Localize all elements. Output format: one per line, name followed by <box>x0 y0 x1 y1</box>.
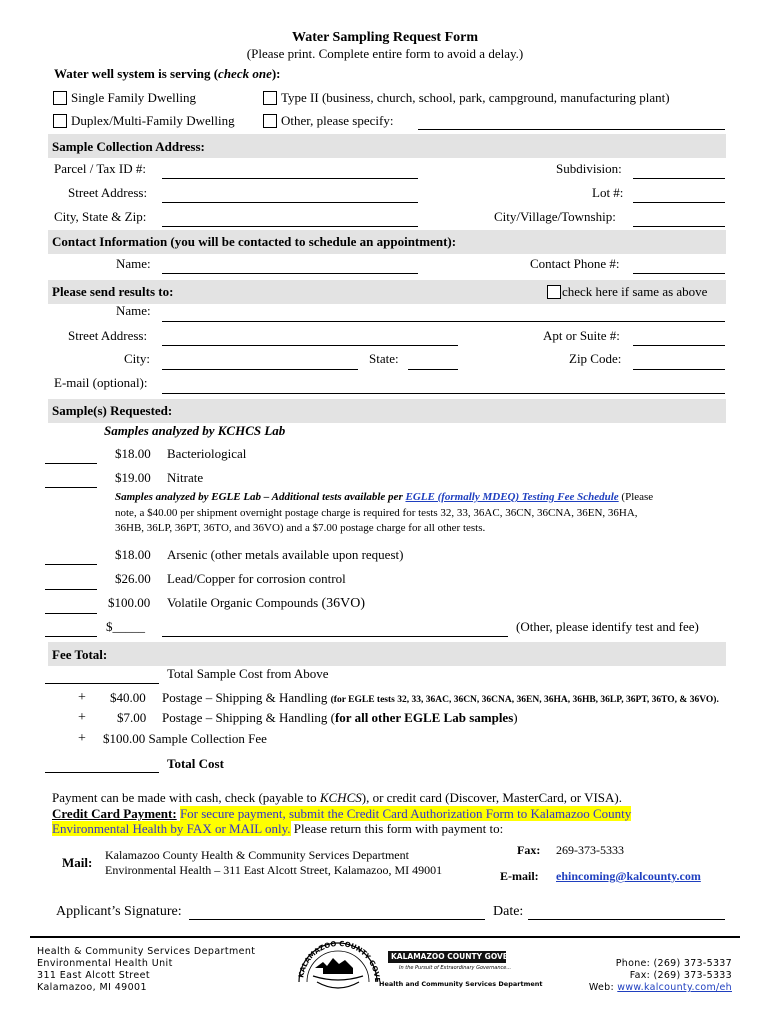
postage40-detail: (for EGLE tests 32, 33, 36AC, 36CN, 36CNA, 36EN, 36HA, 36HB, 36LP, 36PT, 36TO, & 36VO). <box>330 695 719 705</box>
other-price: $_____ <box>106 619 145 634</box>
results-city-field[interactable] <box>162 369 358 370</box>
subdivision-label: Subdivision: <box>556 161 622 176</box>
fee-header: Fee Total: <box>52 647 108 662</box>
form-title: Water Sampling Request Form <box>291 30 478 45</box>
other-qty-field[interactable] <box>45 636 97 637</box>
total-cost-label: Total Cost <box>167 756 224 771</box>
lot-field[interactable] <box>633 202 725 203</box>
plus-sign-3: + <box>78 731 86 746</box>
egle-note-line1 <box>115 491 653 503</box>
egle-note-line3: 36HB, 36LP, 36PT, 36TO, and 36VO) and a $7.00 postage charge for all other tests. <box>115 522 486 534</box>
results-apt-label: Apt or Suite #: <box>543 328 620 343</box>
postage40-label <box>162 690 719 706</box>
collection-fee: $100.00 Sample Collection Fee <box>103 731 267 746</box>
voc-price: $100.00 <box>108 595 151 610</box>
payment-text-a: Payment can be made with cash, check (payable to <box>52 790 320 805</box>
payment-line1 <box>52 790 622 806</box>
lot-label: Lot #: <box>592 185 624 200</box>
date-field[interactable] <box>528 919 725 920</box>
payment-text-c: ), or credit card (Discover, MasterCard, or VISA). <box>361 790 622 805</box>
county-seal-logo <box>293 938 383 998</box>
city-state-zip-field[interactable] <box>162 226 418 227</box>
footer-web-link[interactable]: www.kalcounty.com/eh <box>617 982 732 993</box>
single-family-label: Single Family Dwelling <box>71 90 196 105</box>
total-sample-field[interactable] <box>45 683 159 684</box>
bacteriological-label: Bacteriological <box>167 446 247 461</box>
other-label: Other, please specify: <box>281 113 394 128</box>
mail-line2: Environmental Health – 311 East Alcott Street, Kalamazoo, MI 49001 <box>105 863 443 877</box>
arsenic-qty-field[interactable] <box>45 564 97 565</box>
duplex-checkbox[interactable] <box>53 114 67 128</box>
credit-card-label: Credit Card Payment: <box>52 806 177 821</box>
contact-name-field[interactable] <box>162 273 418 274</box>
nitrate-label: Nitrate <box>167 470 204 485</box>
type-ii-checkbox[interactable] <box>263 91 277 105</box>
results-street-field[interactable] <box>162 345 458 346</box>
duplex-label: Duplex/Multi-Family Dwelling <box>71 113 235 128</box>
township-label: City/Village/Township: <box>494 209 616 224</box>
serving-question <box>54 66 281 82</box>
egle-note-line2: note, a $40.00 per shipment overnight postage charge is required for tests 32, 33, 36AC, 36CN, 36CNA, 36EN, 36HA, <box>115 507 638 519</box>
voc-code: (36VO) <box>321 596 365 611</box>
postage7-close: ) <box>513 710 518 725</box>
svg-text:KALAMAZOO COUNTY GOVERNMENT: KALAMAZOO COUNTY GOVE <box>297 939 382 983</box>
street-field[interactable] <box>162 202 418 203</box>
bacteriological-qty-field[interactable] <box>45 463 97 464</box>
footer-city: Kalamazoo, MI 49001 <box>37 982 147 993</box>
results-email-label: E-mail (optional): <box>54 375 148 390</box>
results-header: Please send results to: <box>52 284 174 299</box>
parcel-field[interactable] <box>162 178 418 179</box>
results-state-label: State: <box>369 351 399 366</box>
same-as-above-checkbox[interactable] <box>547 285 561 299</box>
postage40-text: Postage – Shipping & Handling <box>162 690 331 705</box>
township-field[interactable] <box>633 226 725 227</box>
single-family-checkbox[interactable] <box>53 91 67 105</box>
postage7-text: Postage – Shipping & Handling ( <box>162 710 335 725</box>
total-sample-label: Total Sample Cost from Above <box>167 666 329 681</box>
government-tagline: In the Pursuit of Extraordinary Governance... <box>399 965 512 971</box>
footer-dept: Health & Community Services Department <box>37 946 256 957</box>
credit-card-note-rest: Please return this form with payment to: <box>290 821 504 836</box>
results-state-field[interactable] <box>408 369 458 370</box>
serving-suffix: ): <box>271 66 281 81</box>
contact-phone-field[interactable] <box>633 273 725 274</box>
contact-name-label: Name: <box>116 256 151 271</box>
street-label: Street Address: <box>68 185 148 200</box>
email-link[interactable]: ehincoming@kalcounty.com <box>556 869 701 883</box>
nitrate-price: $19.00 <box>115 470 151 485</box>
collection-header: Sample Collection Address: <box>52 139 205 154</box>
form-subtitle: (Please print. Complete entire form to avoid a delay.) <box>246 46 524 61</box>
results-email-field[interactable] <box>162 393 725 394</box>
serving-prefix: Water well system is serving ( <box>54 66 219 81</box>
type-ii-label: Type II (business, church, school, park, campground, manufacturing plant) <box>281 90 670 105</box>
postage7-price: $7.00 <box>117 710 147 725</box>
footer-web-label: Web: <box>588 982 618 993</box>
email-label: E-mail: <box>500 869 539 883</box>
credit-card-note-1: For secure payment, submit the Credit Card Authorization Form to Kalamazoo County <box>179 806 632 821</box>
plus-sign-1: + <box>78 690 86 705</box>
results-street-label: Street Address: <box>68 328 148 343</box>
footer-rule <box>30 936 740 938</box>
fax-number: 269-373-5333 <box>556 843 624 857</box>
lead-price: $26.00 <box>115 571 151 586</box>
nitrate-qty-field[interactable] <box>45 487 97 488</box>
lead-label: Lead/Copper for corrosion control <box>167 571 346 586</box>
payment-line2 <box>52 806 631 822</box>
voc-qty-field[interactable] <box>45 613 97 614</box>
postage7-label <box>162 710 518 726</box>
mail-line1: Kalamazoo County Health & Community Services Department <box>105 848 409 862</box>
parcel-label: Parcel / Tax ID #: <box>54 161 146 176</box>
credit-card-note-2: Environmental Health by FAX or MAIL only. <box>52 821 291 836</box>
results-name-field[interactable] <box>162 321 725 322</box>
payment-payee: KCHCS <box>319 790 362 805</box>
bacteriological-price: $18.00 <box>115 446 151 461</box>
payment-line3 <box>52 821 503 837</box>
total-cost-field[interactable] <box>45 772 159 773</box>
other-checkbox[interactable] <box>263 114 277 128</box>
subdivision-field[interactable] <box>633 178 725 179</box>
voc-name: Volatile Organic Compounds <box>167 595 319 610</box>
government-banner-text: KALAMAZOO COUNTY GOVERNMENT <box>391 952 544 961</box>
fax-label: Fax: <box>517 843 541 857</box>
footer-web <box>589 982 732 993</box>
kchcs-heading: Samples analyzed by KCHCS Lab <box>104 423 286 438</box>
footer-phone: Phone: (269) 373-5337 <box>615 958 732 969</box>
other-test-label: (Other, please identify test and fee) <box>516 619 699 634</box>
postage7-detail: for all other EGLE Lab samples <box>334 710 514 725</box>
signature-field[interactable] <box>189 919 485 920</box>
results-city-label: City: <box>124 351 151 366</box>
footer-unit: Environmental Health Unit <box>37 958 173 969</box>
lead-qty-field[interactable] <box>45 589 97 590</box>
egle-note-1: (Please <box>618 491 654 503</box>
arsenic-label: Arsenic (other metals available upon request) <box>167 547 404 562</box>
contact-phone-label: Contact Phone #: <box>530 256 620 271</box>
mail-label: Mail: <box>62 855 93 870</box>
footer-fax: Fax: (269) 373-5333 <box>629 970 732 981</box>
city-state-zip-label: City, State & Zip: <box>54 209 147 224</box>
results-zip-field[interactable] <box>633 369 725 370</box>
egle-fee-schedule-link[interactable]: EGLE (formally MDEQ) Testing Fee Schedule <box>405 491 619 503</box>
egle-intro: Samples analyzed by EGLE Lab – Additional tests available per <box>115 491 406 503</box>
arsenic-price: $18.00 <box>115 547 151 562</box>
voc-label <box>167 595 365 612</box>
same-as-above-label: check here if same as above <box>562 284 708 299</box>
results-apt-field[interactable] <box>633 345 725 346</box>
other-test-field[interactable] <box>162 636 508 637</box>
footer-hcs-dept: Health and Community Services Department <box>379 980 543 988</box>
results-zip-label: Zip Code: <box>569 351 622 366</box>
footer-street: 311 East Alcott Street <box>37 970 150 981</box>
fee-header-band <box>48 642 726 666</box>
date-label: Date: <box>493 904 524 919</box>
samples-header: Sample(s) Requested: <box>52 403 173 418</box>
signature-label: Applicant’s Signature: <box>56 904 182 919</box>
plus-sign-2: + <box>78 710 86 725</box>
contact-header: Contact Information (you will be contacted to schedule an appointment): <box>52 234 457 249</box>
serving-check: check one <box>218 66 272 81</box>
results-name-label: Name: <box>116 303 151 318</box>
postage40-price: $40.00 <box>110 690 146 705</box>
other-specify-field[interactable] <box>418 129 725 130</box>
